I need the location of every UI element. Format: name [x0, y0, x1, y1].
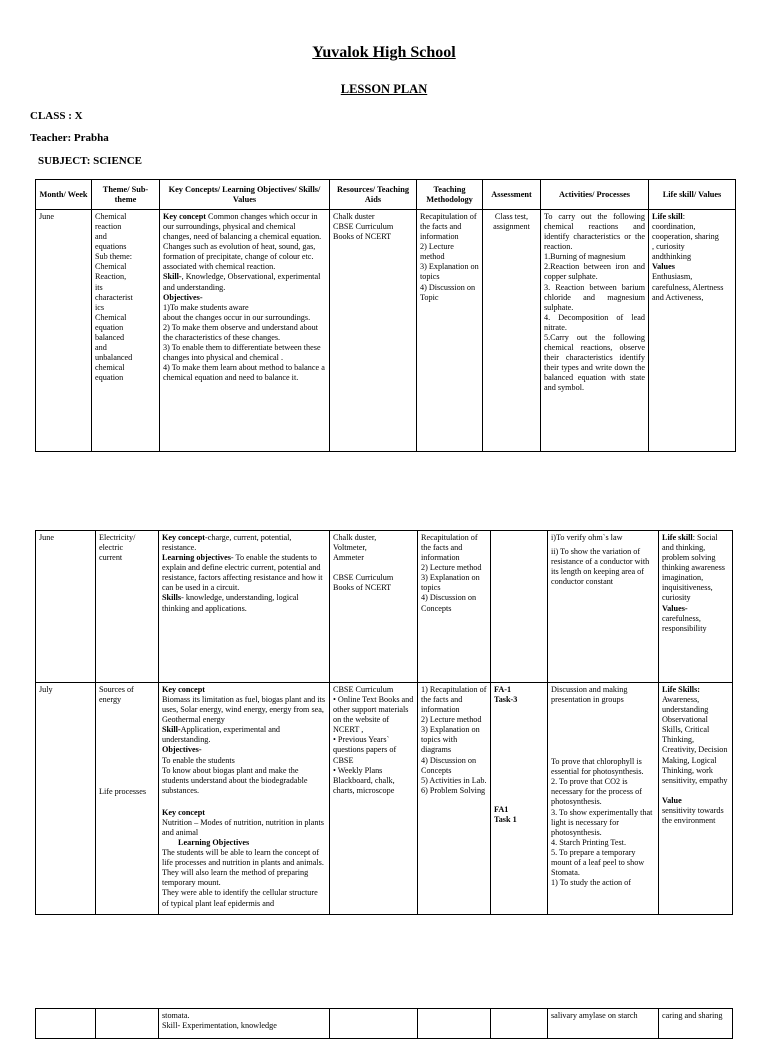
objectives-text: 1)To make students aware about the changes occur in our surroundings. 2) To make them observe and understand about the characteristics of these changes. 3) To enable them to differentiate between these changes into physical and chemical . 4) To make them learn about method to balance a chemical equation and need to balance it. [163, 302, 325, 383]
objectives-text: To enable the students To know about biogas plant and make the students understand about the biodegradable substances. [162, 755, 308, 795]
row-theme: Electricity/ electric current [96, 531, 159, 683]
row-key-concepts [159, 531, 330, 683]
skill-text: , Knowledge, Observational, experimental and understanding. [163, 272, 321, 292]
skill-text: Skill- Experimentation, knowledge [162, 1021, 277, 1031]
row-theme [96, 683, 159, 915]
row-assessment: Class test, assignment [483, 210, 541, 452]
key-concept-label: Key concept [162, 533, 205, 542]
learning-objectives-text: The students will be able to learn the concept of life processes and nutrition in plants and animals. They will also learn the method of preparing temporary mount. They were able to identify the cellular structure of typical plant leaf epidermis and [162, 848, 324, 908]
values-text: carefulness, responsibility [662, 613, 707, 633]
lesson-plan-table-1 [35, 179, 736, 452]
row-month: June [36, 210, 92, 452]
row-resources: Chalk duster CBSE Curriculum Books of NCERT [330, 210, 417, 452]
assessment-text: FA-1 Task-3 [494, 685, 518, 705]
row-resources: CBSE Curriculum • Online Text Books and other support materials on the website of NCERT , • Previous Years` questions papers of CBSE • Weekly Plans Blackboard, chalk, charts, microscope [330, 683, 418, 915]
skills-label: Skills [162, 593, 182, 603]
row-theme: Chemical reaction and equations Sub theme: Chemical Reaction, its characterist ics Chemical equation balanced and unbalanced chemical equation [92, 210, 160, 452]
header-methodology: Teaching Methodology [417, 180, 483, 210]
life-skill-label: Life skill [652, 212, 683, 221]
theme-text: Sources of energy [99, 685, 134, 705]
lesson-plan-table-2 [35, 530, 733, 915]
values-label: Values- [662, 603, 688, 613]
skill-label: Skill- [162, 725, 181, 735]
key-concept-text: stomata. [162, 1011, 190, 1020]
header-key-concepts: Key Concepts/ Learning Objectives/ Skills/ Values [160, 180, 330, 210]
row-methodology: 1) Recapitulation of the facts and information 2) Lecture method 3) Explanation on topics with diagrams 4) Discussion on Concepts 5) Activities in Lab. 6) Problem Solving [418, 683, 491, 915]
row-activities: To carry out the following chemical reactions and identify characteristics or the reaction. 1.Burning of magnesium 2.Reaction between iron and copper sulphate. 3. Reaction between barium chloride and magnesium sulphate. 4. Decomposition of lead nitrate. 5.Carry out the following chemical reactions, observe their characteristics identify their types and write down the balanced equation with state and symbol. [541, 210, 649, 452]
life-skill-text: : Social and thinking, problem solving thinking awareness imagination, inquisitiveness, curiosity [662, 533, 725, 603]
life-skill-text: Awareness, understanding Observational Skills, Critical Thinking, Creativity, Decision Making, Logical Thinking, work sensitivity, empathy [662, 695, 728, 785]
objectives-label: Objectives- [162, 745, 202, 755]
skill-label: Skill- [163, 272, 182, 282]
learning-objectives-label: Learning Objectives [178, 838, 250, 848]
row-month: June [36, 531, 96, 683]
key-concept-text: Nutrition – Modes of nutrition, nutrition in plants and animal [162, 817, 324, 838]
key-concept-label: Key concept [163, 212, 206, 221]
assessment-text: FA1 Task 1 [494, 805, 517, 825]
header-assessment: Assessment [483, 180, 541, 210]
row-assessment [491, 531, 548, 683]
row-assessment [491, 683, 548, 915]
subject-label: SUBJECT: SCIENCE [38, 155, 143, 167]
row-life-skill: caring and sharing [659, 1009, 733, 1039]
life-skill-text: : coordination, cooperation, sharing , curiosity andthinking [652, 212, 719, 262]
learning-objectives-label: Learning objectives [162, 553, 231, 563]
activity-text: ii) To show the variation of resistance of a conductor with its length on keeping area of conductor constant [551, 547, 650, 587]
row-life-skill [659, 531, 733, 683]
teacher-label: Teacher: Prabha [30, 132, 109, 144]
row-activities [548, 531, 659, 683]
activity-text: Discussion and making presentation in groups [551, 685, 628, 705]
school-title: Yuvalok High School [312, 44, 456, 61]
header-life-skill: Life skill/ Values [649, 180, 736, 210]
row-methodology: Recapitulation of the facts and information 2) Lecture method 3) Explanation on topics 4) Discussion on Concepts [418, 531, 491, 683]
header-month-week: Month/ Week [36, 180, 92, 210]
life-skill-label: Life skill [662, 533, 693, 542]
lesson-plan-heading: LESSON PLAN [340, 82, 428, 96]
key-concept-text: Biomass its limitation as fuel, biogas plant and its uses, Solar energy, wind energy, energy from sea, Geothermal energy [162, 695, 326, 725]
key-concept-text: Common changes which occur in our surroundings, physical and chemical changes, need of balancing a chemical equation. Changes such as evolution of heat, sound, gas, formation of precipitate, change of colour etc. associated with chemical reaction. [163, 212, 322, 272]
activity-text: To prove that chlorophyll is essential for photosynthesis. 2. To prove that CO2 is necessary for the process of photosynthesis. 3. To show experimentally that light is necessary for photosynthesis. 4. Starch Printing Test. 5. To prepare a temporary mount of a leaf peel to show Stomata. 1) To study the action of [551, 757, 653, 888]
values-label: Values [652, 262, 675, 272]
header-theme: Theme/ Sub-theme [92, 180, 160, 210]
row-resources: Chalk duster, Voltmeter, Ammeter CBSE Curriculum Books of NCERT [330, 531, 418, 683]
row-life-skill [649, 210, 736, 452]
skills-text: - knowledge, understanding, logical thinking and applications. [162, 593, 299, 613]
values-text: sensitivity towards the environment [662, 805, 724, 825]
theme-text: Life processes [99, 787, 147, 797]
values-label: Value [662, 795, 682, 805]
row-month: July [36, 683, 96, 915]
activity-text: i)To verify ohm`s law [551, 533, 623, 542]
learning-objectives-text: - To enable the students to explain and define electric current, potential and resistance, factors affecting resistance and how it can be used in a circuit. [162, 553, 323, 593]
row-activities [548, 683, 659, 915]
row-life-skill [659, 683, 733, 915]
key-concept-text: -charge, current, potential, resistance. [162, 533, 292, 553]
row-activities: salivary amylase on starch [548, 1009, 659, 1039]
header-activities: Activities/ Processes [541, 180, 649, 210]
objectives-label: Objectives- [163, 292, 203, 302]
row-key-concepts [160, 210, 330, 452]
row-methodology: Recapitulation of the facts and information 2) Lecture method 3) Explanation on topics 4) Discussion on Topic [417, 210, 483, 452]
row-key-concepts [159, 683, 330, 915]
life-skill-label: Life Skills: [662, 685, 700, 694]
values-text: Enthusiasm, carefulness, Alertness and Activeness, [652, 272, 724, 302]
key-concept-label: Key concept [162, 685, 205, 694]
header-resources: Resources/ Teaching Aids [330, 180, 417, 210]
class-label: CLASS : X [30, 110, 83, 122]
skill-text: Application, experimental and understanding. [162, 725, 281, 745]
key-concept-label: Key concept [162, 807, 205, 817]
